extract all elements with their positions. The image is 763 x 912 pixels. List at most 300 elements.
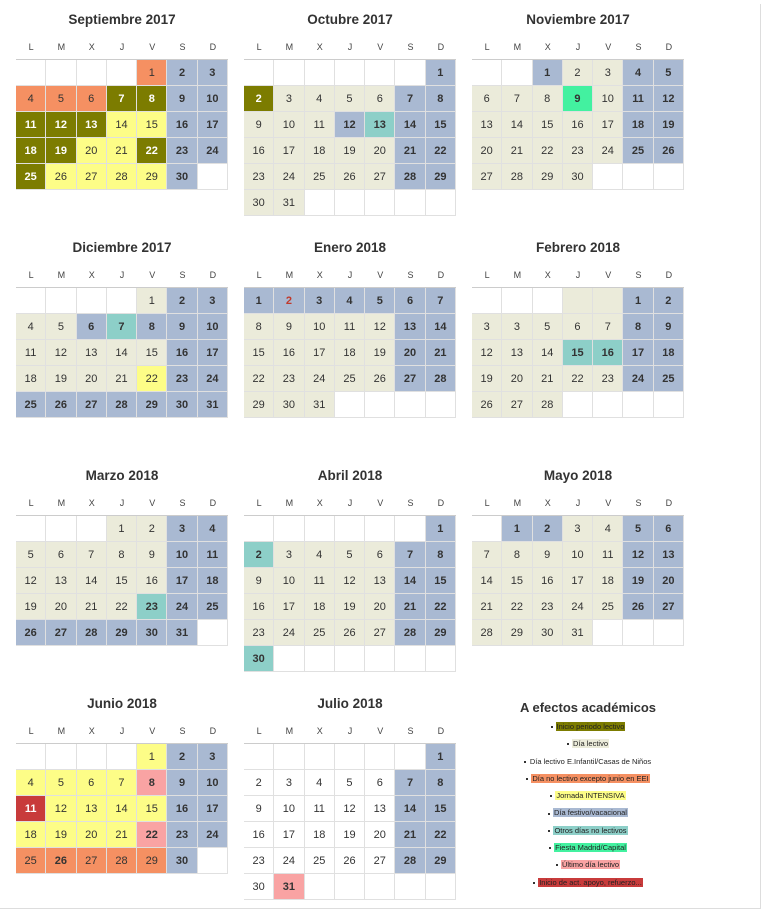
day-cell: 9 (167, 314, 197, 340)
weekday-label: S (167, 262, 197, 288)
day-cell: 23 (274, 366, 304, 392)
weekday-label: M (46, 262, 76, 288)
day-cell: 27 (77, 164, 107, 190)
day-cell: 28 (533, 392, 563, 418)
day-cell: 17 (305, 340, 335, 366)
day-cell: 19 (46, 138, 76, 164)
weekday-label: J (335, 718, 365, 744)
day-cell: 7 (107, 770, 137, 796)
day-cell: 8 (137, 770, 167, 796)
weekday-label: L (16, 34, 46, 60)
empty-day-cell (198, 164, 228, 190)
day-cell: 26 (335, 848, 365, 874)
day-cell: 2 (244, 86, 274, 112)
weekday-label: J (563, 34, 593, 60)
day-cell: 12 (365, 314, 395, 340)
month-marzo-2018 (16, 462, 228, 646)
week-row (16, 744, 228, 770)
empty-day-cell (426, 646, 456, 672)
week-row (16, 848, 228, 874)
month-enero-2018 (244, 234, 456, 418)
day-cell: 18 (335, 340, 365, 366)
day-cell: 1 (426, 60, 456, 86)
weekday-label: M (502, 262, 532, 288)
day-cell: 20 (365, 138, 395, 164)
weekday-header-row (16, 718, 228, 744)
bullet-icon (556, 864, 558, 866)
weekday-label: J (335, 34, 365, 60)
day-cell: 19 (16, 594, 46, 620)
day-cell: 28 (107, 848, 137, 874)
day-cell: 9 (563, 86, 593, 112)
empty-day-cell (395, 190, 425, 216)
day-cell: 4 (623, 60, 653, 86)
day-cell: 7 (107, 314, 137, 340)
day-cell: 1 (502, 516, 532, 542)
day-cell: 30 (244, 874, 274, 900)
week-row (472, 366, 684, 392)
day-cell: 20 (46, 594, 76, 620)
day-cell: 4 (198, 516, 228, 542)
day-cell: 22 (533, 138, 563, 164)
empty-day-cell (77, 288, 107, 314)
weekday-label: X (305, 718, 335, 744)
day-cell: 14 (107, 112, 137, 138)
day-cell: 19 (335, 594, 365, 620)
day-cell: 29 (137, 164, 167, 190)
empty-day-cell (335, 744, 365, 770)
weekday-label: V (137, 262, 167, 288)
empty-day-cell (244, 744, 274, 770)
weekday-label: M (274, 34, 304, 60)
weekday-label: D (654, 34, 684, 60)
day-cell: 9 (654, 314, 684, 340)
week-row (244, 314, 456, 340)
day-cell: 10 (274, 112, 304, 138)
day-cell: 21 (77, 594, 107, 620)
day-cell: 17 (198, 796, 228, 822)
empty-day-cell (46, 744, 76, 770)
week-row (16, 796, 228, 822)
day-cell: 8 (426, 86, 456, 112)
day-cell: 6 (365, 86, 395, 112)
empty-day-cell (472, 60, 502, 86)
day-cell: 8 (623, 314, 653, 340)
day-cell: 15 (426, 112, 456, 138)
day-cell: 31 (274, 874, 304, 900)
empty-day-cell (365, 744, 395, 770)
day-cell: 18 (623, 112, 653, 138)
day-cell: 20 (77, 366, 107, 392)
day-cell: 6 (365, 770, 395, 796)
empty-day-cell (16, 744, 46, 770)
day-cell: 24 (198, 366, 228, 392)
day-cell: 4 (305, 86, 335, 112)
empty-day-cell (426, 190, 456, 216)
day-cell: 2 (167, 744, 197, 770)
day-cell: 16 (563, 112, 593, 138)
day-cell: 18 (593, 568, 623, 594)
empty-day-cell (502, 60, 532, 86)
day-cell: 20 (395, 340, 425, 366)
week-row (16, 60, 228, 86)
day-cell: 7 (77, 542, 107, 568)
day-cell: 4 (305, 542, 335, 568)
legend-item (470, 718, 706, 735)
week-row (472, 164, 684, 190)
weekday-label: J (335, 490, 365, 516)
day-cell: 15 (426, 796, 456, 822)
week-row (244, 568, 456, 594)
week-row (244, 594, 456, 620)
day-cell: 13 (365, 568, 395, 594)
day-cell: 7 (593, 314, 623, 340)
week-row (16, 366, 228, 392)
day-cell: 24 (274, 164, 304, 190)
weekday-label: L (472, 262, 502, 288)
day-cell: 14 (395, 796, 425, 822)
day-cell: 14 (77, 568, 107, 594)
day-cell: 13 (502, 340, 532, 366)
day-cell: 30 (244, 190, 274, 216)
day-cell: 31 (167, 620, 197, 646)
week-row (244, 190, 456, 216)
day-cell: 23 (167, 366, 197, 392)
empty-day-cell (274, 744, 304, 770)
day-cell: 23 (563, 138, 593, 164)
day-cell: 15 (502, 568, 532, 594)
week-row (244, 822, 456, 848)
week-row (244, 366, 456, 392)
day-cell: 10 (167, 542, 197, 568)
weekday-label: D (426, 490, 456, 516)
empty-day-cell (395, 392, 425, 418)
day-cell: 24 (563, 594, 593, 620)
weekday-label: D (198, 34, 228, 60)
week-row (472, 568, 684, 594)
day-cell: 19 (365, 340, 395, 366)
day-cell: 16 (137, 568, 167, 594)
legend-label: Día lectivo E.Infantil/Casas de Niños (529, 756, 652, 766)
day-cell: 12 (335, 568, 365, 594)
empty-day-cell (426, 392, 456, 418)
day-cell: 31 (198, 392, 228, 418)
day-cell: 12 (46, 112, 76, 138)
weekday-header-row (16, 490, 228, 516)
empty-day-cell (305, 646, 335, 672)
month-julio-2018 (244, 690, 456, 900)
day-cell: 2 (167, 60, 197, 86)
day-cell: 21 (107, 366, 137, 392)
day-cell: 8 (137, 314, 167, 340)
legend-item (470, 753, 706, 770)
day-cell: 17 (623, 340, 653, 366)
month-title: Julio 2018 (317, 696, 383, 711)
day-cell: 7 (395, 770, 425, 796)
bullet-icon (567, 743, 569, 745)
day-cell: 21 (395, 822, 425, 848)
day-cell: 21 (395, 594, 425, 620)
weekday-label: X (77, 490, 107, 516)
day-cell: 5 (654, 60, 684, 86)
week-row (16, 340, 228, 366)
legend-item (470, 787, 706, 804)
day-cell: 19 (46, 822, 76, 848)
day-cell: 11 (623, 86, 653, 112)
empty-day-cell (335, 874, 365, 900)
empty-day-cell (77, 744, 107, 770)
day-cell: 19 (654, 112, 684, 138)
day-cell: 13 (395, 314, 425, 340)
day-cell: 28 (395, 620, 425, 646)
day-cell: 2 (167, 288, 197, 314)
month-mayo-2018 (472, 462, 684, 646)
week-row (16, 568, 228, 594)
day-cell: 25 (305, 848, 335, 874)
empty-day-cell (107, 288, 137, 314)
weekday-label: D (198, 490, 228, 516)
day-cell: 1 (426, 516, 456, 542)
day-cell: 26 (365, 366, 395, 392)
day-cell: 17 (274, 138, 304, 164)
day-cell: 16 (244, 138, 274, 164)
day-cell: 10 (593, 86, 623, 112)
day-cell: 1 (623, 288, 653, 314)
empty-day-cell (335, 646, 365, 672)
legend-label: Día no lectivo excepto junio en EEI (532, 773, 649, 783)
month-title: Febrero 2018 (535, 240, 621, 255)
day-cell: 27 (395, 366, 425, 392)
weekday-label: L (244, 262, 274, 288)
day-cell (563, 288, 593, 314)
week-row (244, 796, 456, 822)
day-cell: 3 (472, 314, 502, 340)
week-row (16, 542, 228, 568)
day-cell: 5 (46, 314, 76, 340)
day-cell: 5 (16, 542, 46, 568)
week-row (244, 60, 456, 86)
day-cell: 2 (563, 60, 593, 86)
bullet-icon (551, 726, 553, 728)
weekday-label: L (472, 490, 502, 516)
day-cell: 3 (274, 542, 304, 568)
month-title: Marzo 2018 (85, 468, 159, 483)
month-title: Junio 2018 (87, 696, 157, 711)
day-cell: 10 (563, 542, 593, 568)
legend-item (470, 804, 706, 821)
day-cell: 26 (472, 392, 502, 418)
week-row (16, 594, 228, 620)
day-cell: 24 (198, 822, 228, 848)
day-cell: 3 (274, 86, 304, 112)
day-cell: 22 (137, 822, 167, 848)
day-cell: 8 (502, 542, 532, 568)
day-cell: 7 (426, 288, 456, 314)
day-cell: 1 (107, 516, 137, 542)
day-cell: 25 (16, 848, 46, 874)
month-noviembre-2017 (472, 6, 684, 190)
empty-day-cell (502, 288, 532, 314)
day-cell: 30 (167, 164, 197, 190)
day-cell: 7 (502, 86, 532, 112)
week-row (244, 620, 456, 646)
weekday-label: M (46, 34, 76, 60)
weekday-label: J (107, 490, 137, 516)
day-cell: 20 (502, 366, 532, 392)
empty-day-cell (305, 60, 335, 86)
empty-day-cell (563, 392, 593, 418)
empty-day-cell (365, 874, 395, 900)
day-cell: 26 (16, 620, 46, 646)
weekday-label: X (533, 34, 563, 60)
weekday-label: J (107, 718, 137, 744)
day-cell: 22 (244, 366, 274, 392)
day-cell: 31 (305, 392, 335, 418)
day-cell: 9 (244, 568, 274, 594)
day-cell: 27 (46, 620, 76, 646)
weekday-label: L (472, 34, 502, 60)
day-cell: 6 (563, 314, 593, 340)
day-cell: 14 (502, 112, 532, 138)
day-cell: 18 (305, 594, 335, 620)
weekday-label: V (365, 490, 395, 516)
weekday-label: M (502, 490, 532, 516)
day-cell: 21 (107, 822, 137, 848)
day-cell: 29 (426, 164, 456, 190)
weekday-header-row (472, 262, 684, 288)
weekday-label: M (46, 490, 76, 516)
day-cell: 25 (16, 164, 46, 190)
day-cell: 25 (305, 620, 335, 646)
empty-day-cell (77, 60, 107, 86)
weekday-label: V (593, 490, 623, 516)
weekday-label: V (365, 34, 395, 60)
day-cell: 24 (274, 620, 304, 646)
day-cell: 10 (198, 770, 228, 796)
day-cell: 11 (305, 568, 335, 594)
day-cell: 20 (365, 594, 395, 620)
day-cell: 6 (472, 86, 502, 112)
day-cell: 3 (305, 288, 335, 314)
legend-label: Inicio de act. apoyo, refuerzo... (539, 877, 642, 887)
week-row (244, 646, 456, 672)
month-title: Abril 2018 (317, 468, 383, 483)
day-cell: 2 (533, 516, 563, 542)
empty-day-cell (365, 392, 395, 418)
day-cell: 15 (107, 568, 137, 594)
day-cell: 14 (533, 340, 563, 366)
day-cell: 23 (137, 594, 167, 620)
legend-label: Último día lectivo (561, 860, 620, 870)
weekday-header-row (244, 262, 456, 288)
day-cell: 23 (167, 138, 197, 164)
weekday-label: L (16, 718, 46, 744)
day-cell: 5 (335, 542, 365, 568)
day-cell: 28 (395, 848, 425, 874)
day-cell: 1 (426, 744, 456, 770)
day-cell: 26 (654, 138, 684, 164)
day-cell: 17 (198, 112, 228, 138)
day-cell: 4 (16, 770, 46, 796)
weekday-label: X (533, 490, 563, 516)
day-cell: 20 (654, 568, 684, 594)
legend-item (470, 856, 706, 873)
day-cell: 15 (533, 112, 563, 138)
weekday-label: J (107, 34, 137, 60)
empty-day-cell (107, 60, 137, 86)
empty-day-cell (365, 60, 395, 86)
day-cell: 17 (593, 112, 623, 138)
month-title: Enero 2018 (313, 240, 387, 255)
day-cell: 9 (533, 542, 563, 568)
frame-right-border (760, 4, 761, 908)
day-cell: 30 (533, 620, 563, 646)
weekday-label: V (365, 262, 395, 288)
legend-label: Otros días no lectivos (554, 825, 627, 835)
weekday-label: S (395, 34, 425, 60)
weekday-header-row (244, 34, 456, 60)
day-cell: 4 (335, 288, 365, 314)
day-cell: 8 (426, 542, 456, 568)
week-row (472, 60, 684, 86)
day-cell: 29 (426, 848, 456, 874)
weekday-label: M (502, 34, 532, 60)
bullet-icon (524, 761, 526, 763)
legend-label: Fiesta Madrid/Capital (555, 843, 626, 853)
week-row (16, 770, 228, 796)
day-cell: 6 (365, 542, 395, 568)
day-cell: 27 (365, 164, 395, 190)
day-cell: 4 (305, 770, 335, 796)
bullet-icon (548, 813, 550, 815)
week-row (472, 314, 684, 340)
day-cell: 27 (654, 594, 684, 620)
day-cell: 9 (244, 112, 274, 138)
day-cell: 18 (305, 822, 335, 848)
day-cell: 23 (244, 164, 274, 190)
day-cell: 3 (502, 314, 532, 340)
empty-day-cell (198, 848, 228, 874)
day-cell: 4 (16, 86, 46, 112)
week-row (472, 138, 684, 164)
day-cell: 2 (244, 542, 274, 568)
empty-day-cell (472, 288, 502, 314)
month-octubre-2017 (244, 6, 456, 216)
weekday-label: J (107, 262, 137, 288)
week-row (472, 112, 684, 138)
week-row (16, 86, 228, 112)
day-cell: 12 (46, 340, 76, 366)
week-row (16, 392, 228, 418)
month-title: Noviembre 2017 (526, 12, 630, 27)
week-row (244, 542, 456, 568)
weekday-label: V (593, 262, 623, 288)
day-cell: 17 (167, 568, 197, 594)
day-cell: 11 (16, 112, 46, 138)
week-row (472, 288, 684, 314)
bullet-icon (526, 778, 528, 780)
day-cell: 29 (502, 620, 532, 646)
weekday-label: S (623, 262, 653, 288)
day-cell: 15 (137, 340, 167, 366)
week-row (472, 594, 684, 620)
day-cell: 26 (46, 392, 76, 418)
day-cell: 20 (77, 822, 107, 848)
legend-label: Inicio periodo lectivo (556, 722, 625, 731)
weekday-header-row (244, 490, 456, 516)
day-cell: 20 (77, 138, 107, 164)
day-cell: 22 (563, 366, 593, 392)
